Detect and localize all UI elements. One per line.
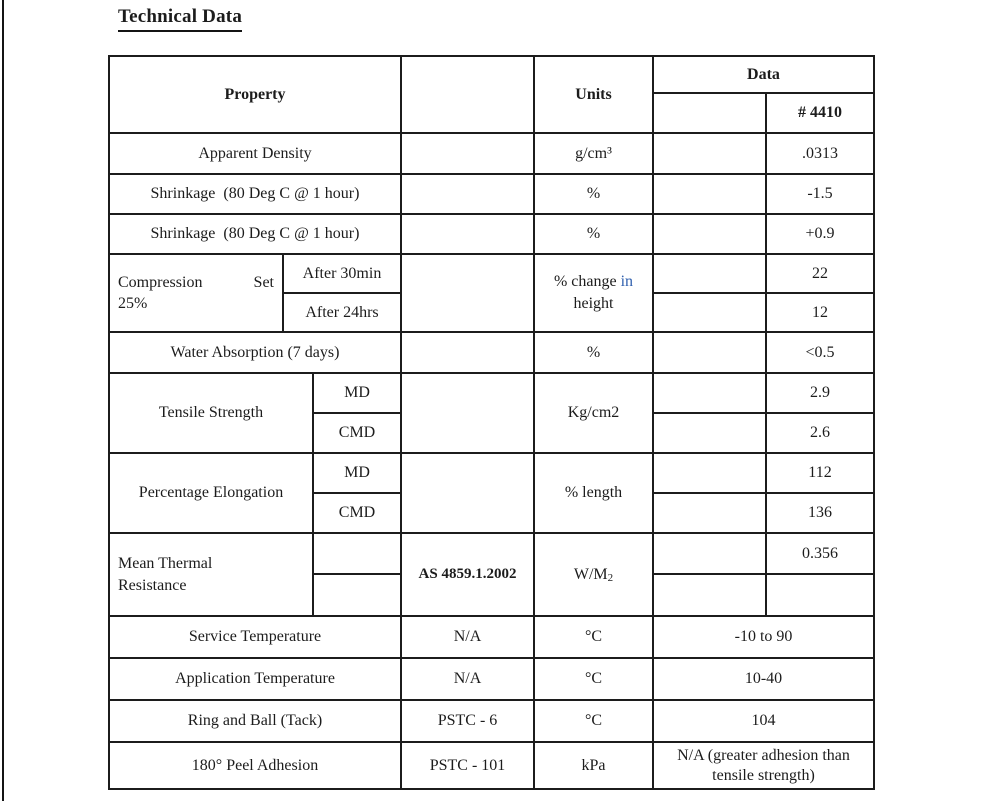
tensile-strength-property-cell: Tensile Strength — [109, 373, 313, 453]
apparent-density-property-cell: Apparent Density — [109, 133, 401, 174]
header-grade-4410-cell: # 4410 — [766, 93, 874, 133]
header-property-cell: Property — [109, 56, 401, 133]
thermal-units-base: W/M — [573, 565, 608, 583]
compression-set-property-cell — [109, 254, 283, 332]
header-units-cell: Units — [534, 56, 653, 133]
service-temperature-property-cell: Service Temperature — [109, 616, 401, 658]
elongation-cmd-value-cell: 136 — [766, 493, 874, 533]
elongation-method-cell — [401, 453, 534, 533]
units-highlight-word: in — [620, 273, 634, 290]
peel-adhesion-units-cell: kPa — [534, 742, 653, 789]
shrinkage-pos-row — [109, 214, 874, 254]
apparent-density-units-cell: g/cm³ — [534, 133, 653, 174]
tensile-units-cell: Kg/cm2 — [534, 373, 653, 453]
compression-30min-value-cell: 22 — [766, 254, 874, 293]
water-absorption-value-cell: <0.5 — [766, 332, 874, 373]
compression-method-cell — [401, 254, 534, 332]
thermal-bottom-data-blank-cell — [653, 574, 766, 616]
tensile-method-cell — [401, 373, 534, 453]
compression-after-24hrs-cell: After 24hrs — [283, 293, 401, 332]
peel-adhesion-row — [109, 742, 874, 789]
thermal-top-data-blank-cell — [653, 533, 766, 574]
application-temperature-value-cell: 10-40 — [653, 658, 874, 700]
compression-set-row-1 — [109, 254, 874, 293]
tensile-strength-row-1 — [109, 373, 874, 413]
apparent-density-value-cell: .0313 — [766, 133, 874, 174]
thermal-resistance-row-1 — [109, 533, 874, 574]
shrinkage-neg-row — [109, 174, 874, 214]
elongation-md-value-cell: 112 — [766, 453, 874, 493]
thermal-bottom-value-cell — [766, 574, 874, 616]
shrinkage-neg-property-cell: Shrinkage (80 Deg C @ 1 hour) — [109, 174, 401, 214]
water-absorption-units-cell: % — [534, 332, 653, 373]
tensile-md-data-blank-cell — [653, 373, 766, 413]
shrinkage-pos-units-cell: % — [534, 214, 653, 254]
elongation-md-data-blank-cell — [653, 453, 766, 493]
compression-after-30min-cell: After 30min — [283, 254, 401, 293]
elongation-units-cell: % length — [534, 453, 653, 533]
tensile-md-cell: MD — [313, 373, 401, 413]
application-temperature-row — [109, 658, 874, 700]
elongation-cmd-data-blank-cell — [653, 493, 766, 533]
compression-24hrs-value-cell: 12 — [766, 293, 874, 332]
elongation-property-cell: Percentage Elongation — [109, 453, 313, 533]
water-absorption-data-blank-cell — [653, 332, 766, 373]
shrinkage-pos-data-blank-cell — [653, 214, 766, 254]
thermal-resistance-property-cell — [109, 533, 313, 616]
peel-adhesion-property-cell: 180° Peel Adhesion — [109, 742, 401, 789]
compression-set-label-line1: Compression Set — [118, 274, 274, 291]
compression-30min-data-blank-cell — [653, 254, 766, 293]
service-temperature-row — [109, 616, 874, 658]
apparent-density-row — [109, 133, 874, 174]
scan-edge-line — [2, 0, 4, 801]
ring-and-ball-value-cell: 104 — [653, 700, 874, 742]
compression-set-label-line2: 25% — [118, 295, 148, 312]
service-temperature-units-cell: °C — [534, 616, 653, 658]
apparent-density-data-blank-cell — [653, 133, 766, 174]
water-absorption-property-cell: Water Absorption (7 days) — [109, 332, 401, 373]
service-temperature-method-cell: N/A — [401, 616, 534, 658]
apparent-density-method-cell — [401, 133, 534, 174]
header-row-1 — [109, 56, 874, 93]
application-temperature-property-cell: Application Temperature — [109, 658, 401, 700]
application-temperature-units-cell: °C — [534, 658, 653, 700]
service-temperature-value-cell: -10 to 90 — [653, 616, 874, 658]
elongation-row-1 — [109, 453, 874, 493]
header-data-cell: Data — [653, 56, 874, 93]
compression-24hrs-data-blank-cell — [653, 293, 766, 332]
peel-adhesion-method-cell: PSTC - 101 — [401, 742, 534, 789]
water-absorption-row — [109, 332, 874, 373]
peel-adhesion-value-cell — [653, 742, 874, 789]
elongation-md-cell: MD — [313, 453, 401, 493]
shrinkage-pos-property-cell: Shrinkage (80 Deg C @ 1 hour) — [109, 214, 401, 254]
tensile-md-value-cell: 2.9 — [766, 373, 874, 413]
compression-units-text: % change in height — [553, 273, 634, 312]
ring-and-ball-method-cell: PSTC - 6 — [401, 700, 534, 742]
page-title: Technical Data — [118, 6, 242, 32]
thermal-top-value-cell: 0.356 — [766, 533, 874, 574]
ring-and-ball-units-cell: °C — [534, 700, 653, 742]
peel-adhesion-value-text: N/A (greater adhesion than tensile strength) — [677, 746, 850, 784]
tensile-cmd-data-blank-cell — [653, 413, 766, 453]
shrinkage-neg-method-cell — [401, 174, 534, 214]
thermal-units-subscript: 2 — [607, 571, 614, 584]
shrinkage-pos-method-cell — [401, 214, 534, 254]
ring-and-ball-row — [109, 700, 874, 742]
shrinkage-neg-units-cell: % — [534, 174, 653, 214]
ring-and-ball-property-cell: Ring and Ball (Tack) — [109, 700, 401, 742]
header-data-blank-cell — [653, 93, 766, 133]
tensile-cmd-value-cell: 2.6 — [766, 413, 874, 453]
technical-data-table — [108, 55, 875, 790]
shrinkage-neg-value-cell: -1.5 — [766, 174, 874, 214]
elongation-cmd-cell: CMD — [313, 493, 401, 533]
thermal-sub-top-cell — [313, 533, 401, 574]
thermal-units-cell — [534, 533, 653, 616]
compression-units-cell — [534, 254, 653, 332]
application-temperature-method-cell: N/A — [401, 658, 534, 700]
thermal-resistance-label: Mean Thermal Resistance — [118, 554, 213, 594]
shrinkage-neg-data-blank-cell — [653, 174, 766, 214]
water-absorption-method-cell — [401, 332, 534, 373]
thermal-sub-bottom-cell — [313, 574, 401, 616]
thermal-method-cell: AS 4859.1.2002 — [401, 533, 534, 616]
shrinkage-pos-value-cell: +0.9 — [766, 214, 874, 254]
header-method-cell — [401, 56, 534, 133]
tensile-cmd-cell: CMD — [313, 413, 401, 453]
